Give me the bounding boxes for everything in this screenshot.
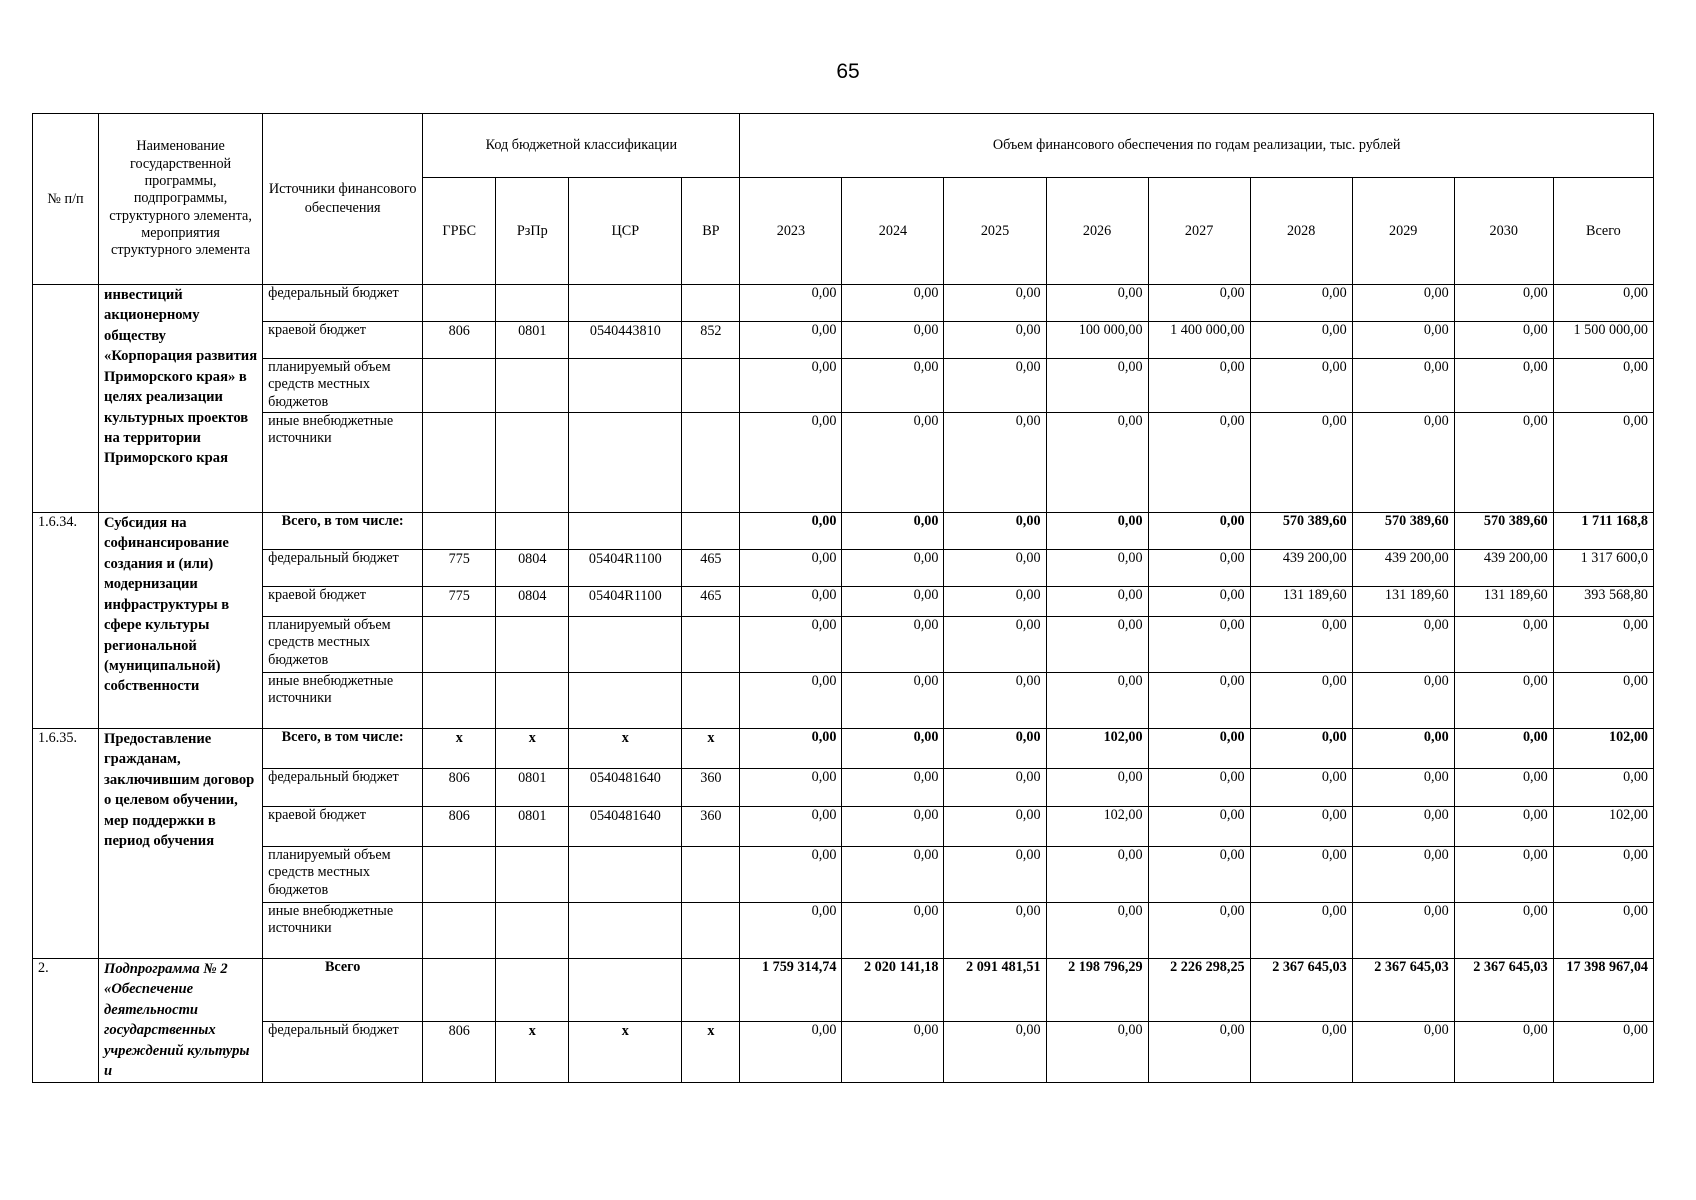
budget-code-cell: х [423, 729, 496, 769]
amount-cell: 0,00 [1553, 903, 1653, 959]
amount-cell: 0,00 [1352, 729, 1454, 769]
amount-cell: 0,00 [1046, 359, 1148, 413]
amount-cell: 0,00 [1352, 413, 1454, 513]
amount-cell: 0,00 [1046, 617, 1148, 673]
amount-cell: 0,00 [842, 513, 944, 550]
budget-code-cell: 0801 [496, 322, 569, 359]
amount-cell: 102,00 [1553, 807, 1653, 847]
amount-cell: 0,00 [1148, 903, 1250, 959]
budget-code-cell: 775 [423, 587, 496, 617]
table-row [33, 729, 1654, 769]
amount-cell: 439 200,00 [1352, 550, 1454, 587]
table-row [33, 1021, 1654, 1082]
amount-cell: 0,00 [1553, 285, 1653, 322]
amount-cell: 0,00 [944, 903, 1046, 959]
amount-cell: 1 400 000,00 [1148, 322, 1250, 359]
budget-code-cell: 806 [423, 322, 496, 359]
funding-source: краевой бюджет [263, 807, 423, 847]
amount-cell: 0,00 [1046, 673, 1148, 729]
amount-cell: 0,00 [1148, 807, 1250, 847]
amount-cell: 0,00 [1148, 847, 1250, 903]
amount-cell: 0,00 [1250, 807, 1352, 847]
amount-cell: 0,00 [1454, 729, 1553, 769]
budget-code-cell: 852 [682, 322, 740, 359]
header-year-col: 2026 [1046, 178, 1148, 285]
budget-code-cell [496, 617, 569, 673]
amount-cell: 0,00 [1250, 769, 1352, 807]
table-body [33, 285, 1654, 1083]
amount-cell: 100 000,00 [1046, 322, 1148, 359]
item-name: Субсидия на софинансирование создания и (или) модернизации инфраструктуры в сфере культуры региональной (муниципальной) собственности [99, 513, 263, 729]
budget-code-cell [682, 285, 740, 322]
amount-cell: 0,00 [944, 729, 1046, 769]
table-row [33, 322, 1654, 359]
amount-cell: 0,00 [1352, 903, 1454, 959]
budget-code-cell: х [496, 1021, 569, 1082]
amount-cell: 0,00 [1250, 847, 1352, 903]
funding-source: планируемый объем средств местных бюджетов [263, 847, 423, 903]
amount-cell: 2 091 481,51 [944, 959, 1046, 1022]
header-code-col: ВР [682, 178, 740, 285]
budget-code-cell: 0540481640 [569, 807, 682, 847]
budget-code-cell [682, 513, 740, 550]
amount-cell: 0,00 [740, 673, 842, 729]
amount-cell: 0,00 [1046, 550, 1148, 587]
amount-cell: 0,00 [1148, 587, 1250, 617]
amount-cell: 0,00 [1454, 1021, 1553, 1082]
amount-cell: 393 568,80 [1553, 587, 1653, 617]
budget-code-cell [682, 847, 740, 903]
amount-cell: 0,00 [1046, 413, 1148, 513]
amount-cell: 0,00 [1454, 413, 1553, 513]
budget-code-cell [569, 847, 682, 903]
amount-cell: 2 020 141,18 [842, 959, 944, 1022]
amount-cell: 0,00 [740, 359, 842, 413]
budget-code-cell: 0804 [496, 587, 569, 617]
amount-cell: 0,00 [1250, 1021, 1352, 1082]
funding-source: краевой бюджет [263, 322, 423, 359]
header-source: Источники финансового обеспечения [263, 114, 423, 285]
budget-code-cell [496, 673, 569, 729]
amount-cell: 0,00 [842, 413, 944, 513]
header-code-col: ГРБС [423, 178, 496, 285]
budget-code-cell [569, 359, 682, 413]
amount-cell: 0,00 [1148, 359, 1250, 413]
table-row [33, 769, 1654, 807]
budget-code-cell [496, 513, 569, 550]
amount-cell: 0,00 [740, 413, 842, 513]
amount-cell: 0,00 [1352, 617, 1454, 673]
amount-cell: 0,00 [740, 769, 842, 807]
amount-cell: 0,00 [1454, 673, 1553, 729]
amount-cell: 2 367 645,03 [1250, 959, 1352, 1022]
amount-cell: 0,00 [1250, 285, 1352, 322]
row-number: 2. [33, 959, 99, 1083]
funding-source: федеральный бюджет [263, 285, 423, 322]
amount-cell: 570 389,60 [1454, 513, 1553, 550]
amount-cell: 102,00 [1553, 729, 1653, 769]
amount-cell: 0,00 [1352, 673, 1454, 729]
budget-code-cell: 0540443810 [569, 322, 682, 359]
item-name: Подпрограмма № 2 «Обеспечение деятельности государственных учреждений культуры и [99, 959, 263, 1083]
amount-cell: 0,00 [1352, 847, 1454, 903]
amount-cell: 17 398 967,04 [1553, 959, 1653, 1022]
funding-source: Всего, в том числе: [263, 513, 423, 550]
amount-cell: 0,00 [1250, 413, 1352, 513]
amount-cell: 570 389,60 [1352, 513, 1454, 550]
amount-cell: 0,00 [944, 617, 1046, 673]
budget-table [32, 113, 1654, 1083]
amount-cell: 0,00 [1553, 359, 1653, 413]
budget-code-cell [423, 959, 496, 1022]
budget-code-cell [496, 847, 569, 903]
budget-code-cell [423, 903, 496, 959]
amount-cell: 131 189,60 [1454, 587, 1553, 617]
table-row [33, 513, 1654, 550]
budget-code-cell [423, 673, 496, 729]
amount-cell: 0,00 [1046, 769, 1148, 807]
table-row [33, 617, 1654, 673]
table-row [33, 550, 1654, 587]
funding-source: планируемый объем средств местных бюджетов [263, 617, 423, 673]
amount-cell: 0,00 [740, 1021, 842, 1082]
header-year-col: Всего [1553, 178, 1653, 285]
budget-code-cell: 0804 [496, 550, 569, 587]
amount-cell: 0,00 [1553, 413, 1653, 513]
header-year-col: 2025 [944, 178, 1046, 285]
amount-cell: 0,00 [1553, 1021, 1653, 1082]
amount-cell: 0,00 [740, 513, 842, 550]
header-year-col: 2028 [1250, 178, 1352, 285]
table-row [33, 903, 1654, 959]
item-name: инвестиций акционерному обществу «Корпорация развития Приморского края» в целях реализации культурных проектов на территории Приморского края [99, 285, 263, 513]
budget-code-cell [423, 847, 496, 903]
header-code-col: РзПр [496, 178, 569, 285]
header-year-col: 2024 [842, 178, 944, 285]
amount-cell: 0,00 [1148, 617, 1250, 673]
budget-code-cell: х [569, 1021, 682, 1082]
budget-code-cell: 360 [682, 807, 740, 847]
amount-cell: 0,00 [740, 729, 842, 769]
budget-code-cell [496, 285, 569, 322]
amount-cell: 0,00 [1352, 285, 1454, 322]
amount-cell: 2 367 645,03 [1352, 959, 1454, 1022]
budget-code-cell: 360 [682, 769, 740, 807]
budget-code-cell: 465 [682, 550, 740, 587]
table-row [33, 807, 1654, 847]
amount-cell: 2 226 298,25 [1148, 959, 1250, 1022]
header-year-col: 2029 [1352, 178, 1454, 285]
amount-cell: 0,00 [842, 729, 944, 769]
amount-cell: 0,00 [944, 1021, 1046, 1082]
amount-cell: 0,00 [842, 769, 944, 807]
amount-cell: 0,00 [1352, 322, 1454, 359]
amount-cell: 0,00 [1046, 513, 1148, 550]
amount-cell: 0,00 [1352, 359, 1454, 413]
amount-cell: 0,00 [944, 673, 1046, 729]
amount-cell: 0,00 [944, 413, 1046, 513]
header-num: № п/п [33, 114, 99, 285]
amount-cell: 0,00 [1250, 322, 1352, 359]
row-number: 1.6.35. [33, 729, 99, 959]
budget-code-cell [569, 617, 682, 673]
amount-cell: 2 198 796,29 [1046, 959, 1148, 1022]
budget-code-cell [569, 513, 682, 550]
amount-cell: 0,00 [1046, 285, 1148, 322]
amount-cell: 0,00 [1046, 847, 1148, 903]
header-name: Наименование государственной программы, подпрограммы, структурного элемента, мероприятия структурного элемента [99, 114, 263, 285]
header-year-col: 2027 [1148, 178, 1250, 285]
table-row [33, 285, 1654, 322]
budget-code-cell [682, 903, 740, 959]
amount-cell: 0,00 [842, 903, 944, 959]
budget-code-cell [496, 359, 569, 413]
amount-cell: 0,00 [1352, 769, 1454, 807]
amount-cell: 0,00 [1250, 359, 1352, 413]
amount-cell: 0,00 [842, 807, 944, 847]
amount-cell: 1 759 314,74 [740, 959, 842, 1022]
amount-cell: 0,00 [1148, 729, 1250, 769]
amount-cell: 0,00 [1046, 903, 1148, 959]
budget-code-cell: х [682, 729, 740, 769]
amount-cell: 0,00 [1553, 673, 1653, 729]
amount-cell: 0,00 [944, 285, 1046, 322]
budget-code-cell: 05404R1100 [569, 587, 682, 617]
budget-code-cell: х [569, 729, 682, 769]
budget-code-cell [569, 959, 682, 1022]
budget-code-cell [496, 413, 569, 513]
header-financing-volume: Объем финансового обеспечения по годам реализации, тыс. рублей [740, 114, 1654, 178]
amount-cell: 0,00 [1046, 1021, 1148, 1082]
amount-cell: 0,00 [1148, 1021, 1250, 1082]
budget-code-cell [496, 959, 569, 1022]
budget-code-cell [423, 285, 496, 322]
header-year-col: 2030 [1454, 178, 1553, 285]
amount-cell: 0,00 [1148, 413, 1250, 513]
amount-cell: 0,00 [842, 322, 944, 359]
amount-cell: 102,00 [1046, 729, 1148, 769]
budget-code-cell: 0801 [496, 769, 569, 807]
amount-cell: 0,00 [1454, 769, 1553, 807]
funding-source: Всего [263, 959, 423, 1022]
amount-cell: 0,00 [944, 322, 1046, 359]
funding-source: иные внебюджетные источники [263, 413, 423, 513]
budget-code-cell [569, 903, 682, 959]
amount-cell: 0,00 [842, 847, 944, 903]
amount-cell: 0,00 [1553, 847, 1653, 903]
budget-code-cell [423, 513, 496, 550]
funding-source: краевой бюджет [263, 587, 423, 617]
amount-cell: 0,00 [1250, 903, 1352, 959]
header-year-col: 2023 [740, 178, 842, 285]
amount-cell: 102,00 [1046, 807, 1148, 847]
amount-cell: 0,00 [740, 285, 842, 322]
budget-code-cell: 05404R1100 [569, 550, 682, 587]
amount-cell: 439 200,00 [1250, 550, 1352, 587]
amount-cell: 1 317 600,0 [1553, 550, 1653, 587]
amount-cell: 0,00 [740, 550, 842, 587]
amount-cell: 0,00 [1046, 587, 1148, 617]
amount-cell: 570 389,60 [1250, 513, 1352, 550]
amount-cell: 0,00 [842, 673, 944, 729]
amount-cell: 0,00 [842, 359, 944, 413]
amount-cell: 0,00 [842, 285, 944, 322]
amount-cell: 0,00 [944, 587, 1046, 617]
budget-code-cell [682, 673, 740, 729]
funding-source: Всего, в том числе: [263, 729, 423, 769]
header-budget-code: Код бюджетной классификации [423, 114, 740, 178]
amount-cell: 131 189,60 [1250, 587, 1352, 617]
amount-cell: 0,00 [740, 587, 842, 617]
budget-code-cell: 806 [423, 807, 496, 847]
amount-cell: 0,00 [1250, 617, 1352, 673]
amount-cell: 0,00 [740, 847, 842, 903]
funding-source: иные внебюджетные источники [263, 673, 423, 729]
table-row [33, 359, 1654, 413]
amount-cell: 1 500 000,00 [1553, 322, 1653, 359]
amount-cell: 0,00 [944, 769, 1046, 807]
budget-code-cell: 806 [423, 1021, 496, 1082]
row-number [33, 285, 99, 513]
amount-cell: 0,00 [1250, 673, 1352, 729]
funding-source: федеральный бюджет [263, 550, 423, 587]
table-row [33, 413, 1654, 513]
amount-cell: 0,00 [1454, 322, 1553, 359]
amount-cell: 0,00 [1553, 769, 1653, 807]
amount-cell: 0,00 [842, 550, 944, 587]
amount-cell: 0,00 [740, 617, 842, 673]
table-row [33, 673, 1654, 729]
budget-code-cell: 0801 [496, 807, 569, 847]
amount-cell: 0,00 [1454, 807, 1553, 847]
budget-code-cell [496, 903, 569, 959]
budget-code-cell [682, 359, 740, 413]
budget-code-cell [682, 617, 740, 673]
amount-cell: 0,00 [740, 807, 842, 847]
amount-cell: 0,00 [944, 550, 1046, 587]
amount-cell: 131 189,60 [1352, 587, 1454, 617]
amount-cell: 0,00 [1454, 903, 1553, 959]
amount-cell: 0,00 [944, 513, 1046, 550]
amount-cell: 0,00 [842, 1021, 944, 1082]
amount-cell: 0,00 [1454, 847, 1553, 903]
funding-source: федеральный бюджет [263, 1021, 423, 1082]
budget-code-cell [569, 673, 682, 729]
header-code-col: ЦСР [569, 178, 682, 285]
funding-source: планируемый объем средств местных бюджетов [263, 359, 423, 413]
amount-cell: 0,00 [1148, 285, 1250, 322]
budget-code-cell: 806 [423, 769, 496, 807]
amount-cell: 0,00 [1148, 673, 1250, 729]
amount-cell: 0,00 [1454, 285, 1553, 322]
amount-cell: 1 711 168,8 [1553, 513, 1653, 550]
budget-code-cell: х [496, 729, 569, 769]
amount-cell: 2 367 645,03 [1454, 959, 1553, 1022]
item-name: Предоставление гражданам, заключившим договор о целевом обучении, мер поддержки в период обучения [99, 729, 263, 959]
budget-code-cell [569, 413, 682, 513]
amount-cell: 0,00 [1352, 1021, 1454, 1082]
budget-code-cell: 0540481640 [569, 769, 682, 807]
amount-cell: 0,00 [1352, 807, 1454, 847]
budget-code-cell [569, 285, 682, 322]
budget-code-cell: 775 [423, 550, 496, 587]
amount-cell: 0,00 [1454, 359, 1553, 413]
amount-cell: 0,00 [944, 807, 1046, 847]
budget-code-cell [682, 959, 740, 1022]
page-number: 65 [836, 60, 860, 83]
amount-cell: 0,00 [944, 847, 1046, 903]
amount-cell: 0,00 [740, 322, 842, 359]
funding-source: федеральный бюджет [263, 769, 423, 807]
amount-cell: 0,00 [944, 359, 1046, 413]
amount-cell: 0,00 [1148, 769, 1250, 807]
budget-code-cell: х [682, 1021, 740, 1082]
amount-cell: 0,00 [740, 903, 842, 959]
amount-cell: 0,00 [842, 587, 944, 617]
budget-code-cell [423, 617, 496, 673]
row-number: 1.6.34. [33, 513, 99, 729]
amount-cell: 0,00 [1553, 617, 1653, 673]
budget-code-cell [682, 413, 740, 513]
budget-code-cell [423, 413, 496, 513]
funding-source: иные внебюджетные источники [263, 903, 423, 959]
budget-code-cell [423, 359, 496, 413]
amount-cell: 0,00 [1250, 729, 1352, 769]
amount-cell: 0,00 [1148, 513, 1250, 550]
amount-cell: 0,00 [1454, 617, 1553, 673]
table-row [33, 587, 1654, 617]
amount-cell: 0,00 [1148, 550, 1250, 587]
table-row [33, 847, 1654, 903]
table-row [33, 959, 1654, 1022]
budget-code-cell: 465 [682, 587, 740, 617]
amount-cell: 0,00 [842, 617, 944, 673]
amount-cell: 439 200,00 [1454, 550, 1553, 587]
